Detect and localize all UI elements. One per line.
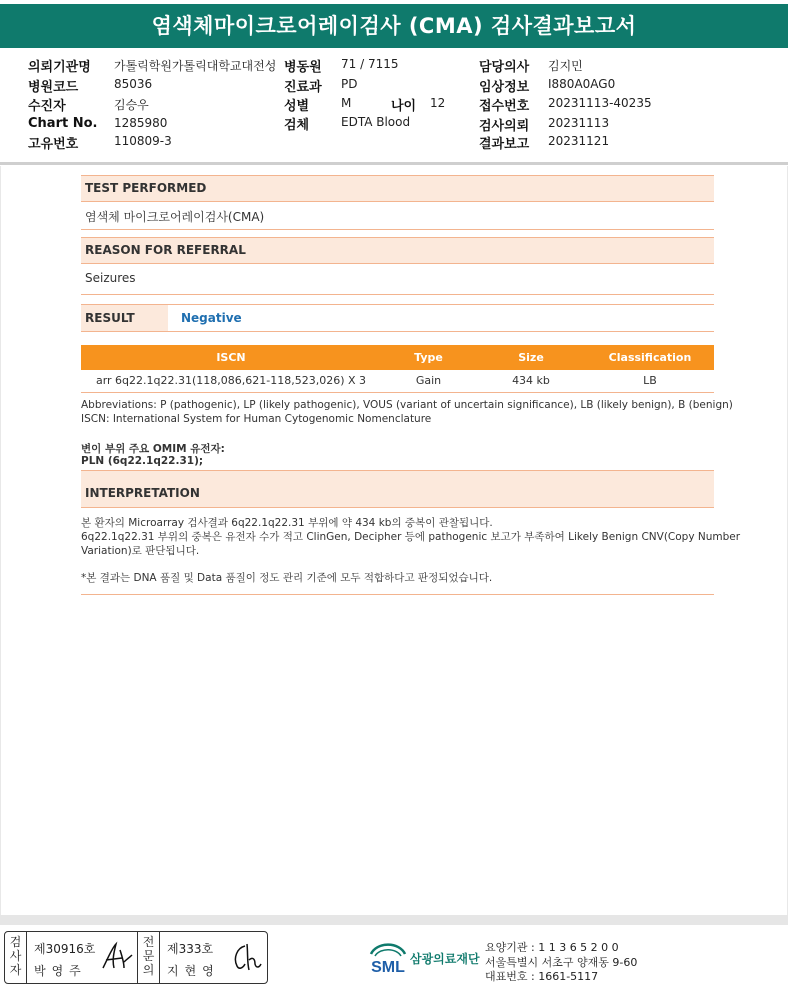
signature-box xyxy=(4,931,268,984)
interpretation-heading: INTERPRETATION xyxy=(81,470,714,508)
interpretation-line1: 본 환자의 Microarray 검사결과 6q22.1q22.31 부위에 약 434 kb의 중복이 관찰됩니다. xyxy=(81,517,493,529)
chart-value: 1285980 xyxy=(114,116,168,130)
org-address: 서울특별시 서초구 양재동 9-60 xyxy=(485,956,638,969)
interpretation-line3: Variation)로 판단됩니다. xyxy=(81,545,200,557)
col-iscn: ISCN xyxy=(81,345,381,370)
test-performed-heading: TEST PERFORMED xyxy=(81,175,714,202)
tester-label: 검 사 자 xyxy=(5,932,27,983)
report-label: 결과보고 xyxy=(479,137,530,152)
cell-size: 434 kb xyxy=(476,370,586,392)
test-performed-value: 염색체 마이크로어레이검사(CMA) xyxy=(85,210,265,224)
logo-text: SML xyxy=(371,959,405,976)
chart-label: Chart No. xyxy=(28,116,98,131)
report-title: 염색체마이크로어레이검사 (CMA) 검사결과보고서 xyxy=(0,4,788,48)
table-header-row xyxy=(81,345,714,370)
patient-value: 김승우 xyxy=(114,98,149,112)
specialist-name: 지현영 xyxy=(167,964,220,978)
result-label: RESULT xyxy=(81,305,168,331)
age-label: 나이 xyxy=(391,99,417,114)
sml-logo xyxy=(367,938,409,982)
patient-label: 수진자 xyxy=(28,99,66,114)
sex-value: M xyxy=(341,96,352,110)
page-bottom-band xyxy=(0,915,788,925)
quality-note: *본 결과는 DNA 품질 및 Data 품질이 정도 관리 기준에 모두 적합하다고 판정되었습니다. xyxy=(81,572,493,584)
iscn-table xyxy=(81,345,714,393)
ward-value: 71 / 7115 xyxy=(341,57,399,71)
section-rule xyxy=(81,229,714,230)
org-name: 삼광의료재단 xyxy=(410,952,480,966)
cell-iscn: arr 6q22.1q22.31(118,086,621-118,523,026) X 3 xyxy=(81,370,381,392)
col-classification: Classification xyxy=(586,345,714,370)
institution-label: 의뢰기관명 xyxy=(28,60,91,75)
interpretation-line2: 6q22.1q22.31 부위의 중복은 유전자 수가 적고 ClinGen, Decipher 등에 pathogenic 보고가 부족하여 Likely Benign CNV(Copy Number xyxy=(81,531,741,543)
specimen-label: 검체 xyxy=(284,118,310,133)
col-type: Type xyxy=(381,345,476,370)
hospital-code-value: 85036 xyxy=(114,77,153,91)
result-row xyxy=(81,304,714,332)
result-value: Negative xyxy=(181,311,242,325)
institution-row xyxy=(28,56,91,75)
reason-value: Seizures xyxy=(85,271,136,285)
report-value: 20231121 xyxy=(548,134,610,148)
receipt-label: 접수번호 xyxy=(479,99,530,114)
col-size: Size xyxy=(476,345,586,370)
unique-value: 110809-3 xyxy=(114,134,172,148)
hospital-code-label: 병원코드 xyxy=(28,80,79,95)
reason-heading: REASON FOR REFERRAL xyxy=(81,237,714,264)
specimen-value: EDTA Blood xyxy=(341,115,411,129)
clinical-value: I880A0AG0 xyxy=(548,77,616,91)
doctor-value: 김지민 xyxy=(548,59,583,73)
age-value: 12 xyxy=(430,96,446,110)
specialist-cell xyxy=(161,932,267,983)
specialist-signature xyxy=(227,940,263,974)
table-row xyxy=(81,370,714,392)
unique-label: 고유번호 xyxy=(28,137,79,152)
section-rule xyxy=(81,294,714,295)
section-rule xyxy=(81,594,714,595)
header-divider xyxy=(0,162,788,165)
tester-signature xyxy=(100,940,134,974)
sex-label: 성별 xyxy=(284,99,310,114)
specialist-label: 전 문 의 xyxy=(138,932,160,983)
omim-genes: PLN (6q22.1q22.31); xyxy=(81,455,204,467)
agency-code: 요양기관 : 1 1 3 6 5 2 0 0 xyxy=(485,941,619,954)
dept-label: 진료과 xyxy=(284,80,322,95)
tester-name: 박영주 xyxy=(34,964,87,978)
org-phone: 대표번호 : 1661-5117 xyxy=(485,970,599,983)
request-label: 검사의뢰 xyxy=(479,119,530,134)
specialist-number: 제333호 xyxy=(167,942,214,956)
institution-value: 가톨릭학원가톨릭대학교대전성 xyxy=(114,59,277,73)
abbreviations-note: Abbreviations: P (pathogenic), LP (likely pathogenic), VOUS (variant of uncertain significance), LB (likely benign), B (benign) xyxy=(81,399,733,411)
dept-value: PD xyxy=(341,77,358,91)
tester-number: 제30916호 xyxy=(34,942,96,956)
receipt-value: 20231113-40235 xyxy=(548,96,652,110)
omim-title: 변이 부위 주요 OMIM 유전자: xyxy=(81,443,225,455)
clinical-label: 임상정보 xyxy=(479,80,530,95)
cell-classification: LB xyxy=(586,370,714,392)
ward-label: 병동원 xyxy=(284,60,322,75)
tester-cell xyxy=(28,932,138,983)
cell-type: Gain xyxy=(381,370,476,392)
request-value: 20231113 xyxy=(548,116,610,130)
doctor-label: 담당의사 xyxy=(479,60,530,75)
sml-logo-icon xyxy=(367,938,409,978)
iscn-note: ISCN: International System for Human Cytogenomic Nomenclature xyxy=(81,413,432,425)
